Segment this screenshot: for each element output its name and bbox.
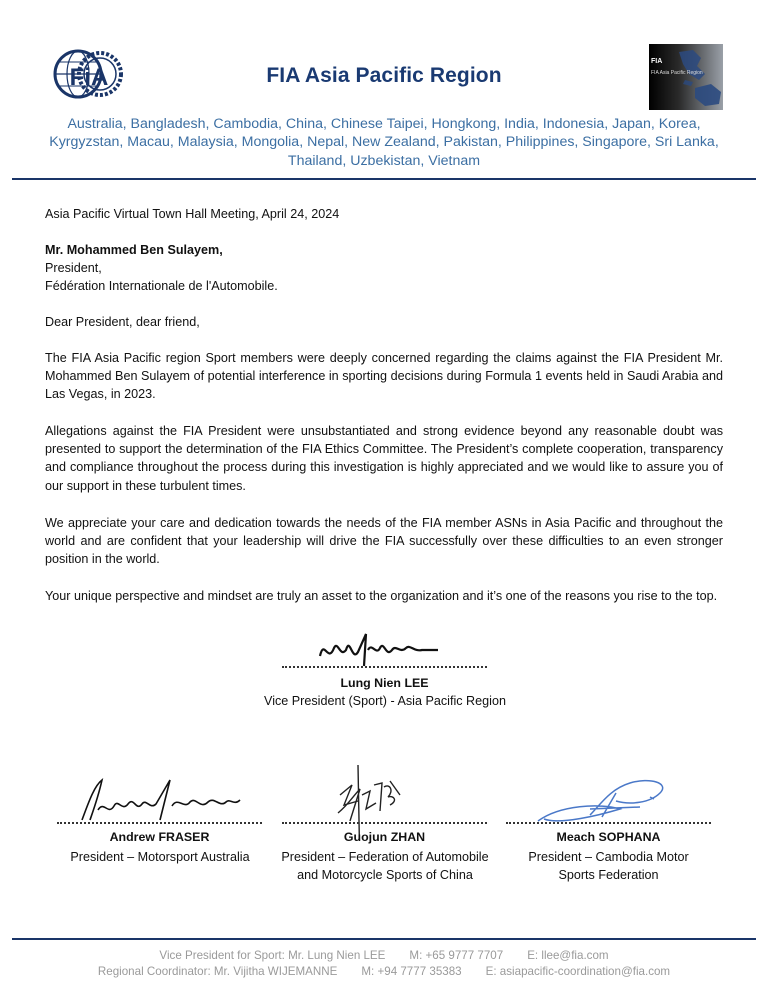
thumbnail-logo: FIA <box>651 58 663 65</box>
salutation: Dear President, dear friend, <box>45 315 200 329</box>
countries-line: Kyrgyzstan, Macau, Malaysia, Mongolia, Nepal, New Zealand, Pakistan, Philippines, Singapore, Sri Lanka, <box>49 134 719 151</box>
signatory-role: and Motorcycle Sports of China <box>297 868 473 882</box>
footer-person: Vice President for Sport: Mr. Lung Nien LEE <box>159 949 386 962</box>
member-countries <box>20 115 748 170</box>
signatory-name: Meach SOPHANA <box>556 830 661 844</box>
signature-line <box>282 822 487 824</box>
svg-text:FiA: FiA <box>69 64 109 91</box>
signatory-role: Vice President (Sport) - Asia Pacific Region <box>264 694 506 708</box>
signatory-role: President – Federation of Automobile <box>281 850 489 864</box>
signature-line <box>57 822 262 824</box>
paragraph: We appreciate your care and dedication towards the needs of the FIA member ASNs in Asia Pacific and throughout the world and are confident that your leadership will drive the FIA successfully over these difficulties to an even stronger position in the world. <box>45 516 723 567</box>
signatory-name: Lung Nien LEE <box>340 676 429 690</box>
signature-sophana <box>530 775 680 835</box>
signature-fraser <box>80 776 260 826</box>
meeting-line: Asia Pacific Virtual Town Hall Meeting, April 24, 2024 <box>45 207 340 221</box>
signatory-name: Guojun ZHAN <box>343 830 426 844</box>
footer-email-link[interactable]: E: llee@fia.com <box>527 949 609 962</box>
signature-lee <box>310 628 450 668</box>
header-divider <box>12 178 756 180</box>
region-map-thumbnail <box>649 44 723 110</box>
footer-email-link[interactable]: E: asiapacific-coordination@fia.com <box>485 965 671 978</box>
paragraph: The FIA Asia Pacific region Sport members were deeply concerned regarding the claims against the FIA President Mr. Mohammed Ben Sulayem of potential interference in sporting decisions during Formula 1 events held in Saudi Arabia and Las Vegas, in 2023. <box>45 351 723 402</box>
footer-person: Regional Coordinator: Mr. Vijitha WIJEMANNE <box>97 965 338 978</box>
recipient-title: President, <box>45 261 102 275</box>
recipient-org: Fédération Internationale de l'Automobile. <box>45 279 278 293</box>
page-title: FIA Asia Pacific Region <box>266 64 502 87</box>
paragraph: Your unique perspective and mindset are truly an asset to the organization and it’s one of the reasons you rise to the top. <box>45 589 718 603</box>
footer-divider <box>12 938 756 940</box>
signature-zhan <box>330 765 420 840</box>
footer-contact-line <box>0 964 768 980</box>
signatory-name: Andrew FRASER <box>109 830 210 844</box>
countries-line: Australia, Bangladesh, Cambodia, China, Chinese Taipei, Hongkong, India, Indonesia, Japan, Korea, <box>67 116 701 132</box>
footer-contact-line <box>0 948 768 964</box>
recipient-name: Mr. Mohammed Ben Sulayem, <box>45 243 223 257</box>
countries-line: Thailand, Uzbekistan, Vietnam <box>287 152 481 169</box>
signature-line <box>506 822 711 824</box>
signatory-role: President – Cambodia Motor <box>528 850 689 864</box>
thumbnail-caption: FIA Asia Pacific Region <box>651 70 703 76</box>
footer-mobile: M: +65 9777 7707 <box>409 949 504 962</box>
signatory-role: President – Motorsport Australia <box>70 850 250 864</box>
signatory-role: Sports Federation <box>558 868 659 882</box>
paragraph: Allegations against the FIA President were unsubstantiated and strong evidence beyond any reasonable doubt was presented to support the determination of the FIA Ethics Committee. The President’s complete cooperation, transparency and compliance throughout the process during this investigation is highly appreciated and we would like to assure you of our support in these turbulent times. <box>45 424 723 493</box>
footer-mobile: M: +94 7777 35383 <box>361 965 462 978</box>
signature-line <box>282 666 487 668</box>
